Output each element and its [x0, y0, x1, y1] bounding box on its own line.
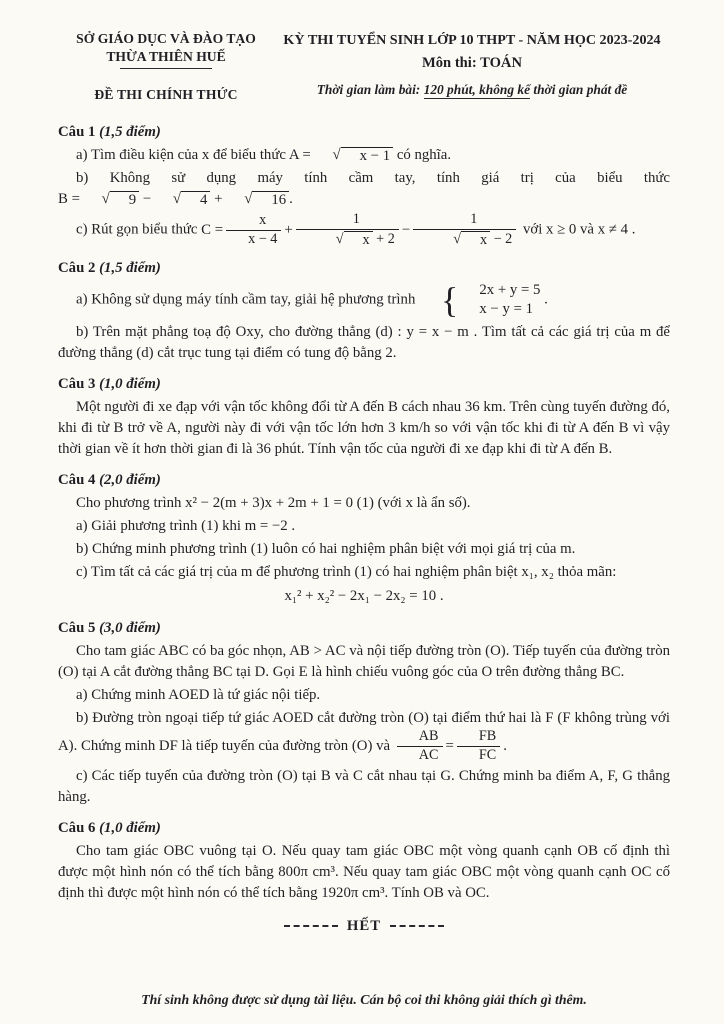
radicand: 9 [110, 191, 139, 209]
question-5-heading [58, 618, 670, 639]
math-lhs: A = [288, 147, 311, 164]
math-expression [201, 211, 519, 248]
item-text: có nghĩa. [396, 147, 452, 164]
sqrt-expression [314, 147, 393, 165]
end-marker [58, 916, 670, 937]
header-divider-line [120, 68, 212, 69]
question-3 [58, 366, 670, 462]
question-6-text: Cho tam giác OBC vuông tại O. Nếu quay tam giác OBC một vòng quanh cạnh OB cố định thì được một hình nón có thể tích bằng 800π cm³. Nếu quay tam giác OBC một vòng quanh cạnh OC cố định thì được một hình nón có thể tích bằng 1920π cm³. Tính OB và OC. [58, 842, 670, 901]
question-5a: a) Chứng minh AOED là tứ giác nội tiếp. [76, 686, 321, 703]
question-3-text: Một người đi xe đạp với vận tốc không đổi từ A đến B cách nhau 36 km. Trên cùng tuyến đường đó, khi đi từ B trở về A, người này đi với vận tốc lớn hơn 3 km/h so với vận tốc khi đi từ A đến B vì vậy thời gian về ít hơn thời gian đi là 36 phút. Tính vận tốc của người đi xe đạp khi đi từ A đến B. [58, 398, 670, 457]
question-points: (1,5 điểm) [99, 260, 161, 277]
math-expression [289, 147, 393, 163]
numerator: 1 [413, 212, 516, 230]
item-text: b) Đường tròn ngoại tiếp tứ giác AOED cắt đường tròn (O) tại điểm thứ hai là F (F không trùng với A). Chứng minh DF là tiếp tuyến của đường tròn (O) và [58, 709, 670, 754]
sqrt-expression [226, 191, 289, 209]
sqrt-icon: √ [172, 190, 182, 207]
question-1-heading [58, 122, 670, 143]
sqrt-expression [155, 191, 211, 209]
fraction [413, 212, 516, 248]
question-number: Câu 1 [58, 124, 96, 141]
fraction [397, 729, 443, 764]
exam-duration [274, 80, 670, 99]
denominator: FC [478, 746, 497, 763]
official-exam-label: ĐỀ THI CHÍNH THỨC [94, 87, 238, 103]
numerator: AB [397, 729, 443, 747]
question-1 [58, 114, 670, 250]
question-1b [58, 168, 670, 210]
question-number: Câu 3 [58, 375, 96, 392]
radicand: 16 [252, 191, 289, 209]
footer-note: Thí sinh không được sử dụng tài liệu. Cán bộ coi thi không giải thích gì thêm. [141, 992, 587, 1008]
item-label: a) [76, 291, 88, 308]
question-points: (3,0 điểm) [99, 619, 161, 636]
question-4b: b) Chứng minh phương trình (1) luôn có hai nghiệm phân biệt với mọi giá trị của m. [76, 540, 576, 557]
question-2b [58, 322, 670, 364]
item-text: . [503, 737, 507, 754]
radicand: x [461, 231, 490, 248]
end-dash-right [390, 925, 444, 927]
sqrt-icon: √ [332, 146, 341, 163]
denominator [296, 230, 399, 248]
item-label: c) [76, 221, 88, 238]
question-6 [58, 810, 670, 906]
question-points: (2,0 điểm) [99, 471, 161, 488]
question-4 [58, 462, 670, 610]
end-dash-left [284, 925, 338, 927]
math-operator: + [214, 191, 223, 208]
radicand: x [344, 231, 373, 248]
question-4a: a) Giải phương trình (1) khi m = −2 . [76, 517, 296, 534]
question-4-formula: x₁² + x₂² − 2x₁ − 2x₂ = 10 . [284, 587, 444, 604]
sqrt-expression [435, 231, 490, 248]
question-5-intro: Cho tam giác ABC có ba góc nhọn, AB > AC và nội tiếp đường tròn (O). Tiếp tuyến của đường tròn (O) tại A cắt đường thẳng BC tại D. Gọi E là hình chiếu vuông góc của O trên đường thẳng BC. [58, 642, 670, 680]
issuing-authority-block [58, 30, 274, 104]
math-operator: + [284, 221, 293, 238]
radicand: 4 [181, 191, 210, 209]
exam-subject: Môn thi: TOÁN [421, 55, 522, 71]
question-3-heading [58, 374, 670, 395]
item-label: a) [76, 147, 88, 164]
question-4-heading [58, 470, 670, 491]
question-2 [58, 250, 670, 365]
math-operator: − [142, 191, 152, 208]
item-label: b) [76, 170, 89, 187]
duration-underlined: 120 phút, không kể [423, 81, 531, 97]
question-number: Câu 6 [58, 819, 96, 836]
denominator-rest: + 2 [376, 230, 395, 247]
numerator: FB [457, 729, 500, 747]
question-5c: c) Các tiếp tuyến của đường tròn (O) tại B và C cắt nhau tại G. Chứng minh ba điểm A, F, G thẳng hàng. [58, 767, 670, 805]
question-number: Câu 5 [58, 619, 96, 636]
sqrt-icon: √ [101, 190, 110, 207]
sqrt-icon: √ [244, 190, 253, 207]
math-lhs: C = [201, 221, 224, 238]
dept-name-line2: THỪA THIÊN HUẾ [106, 48, 226, 64]
item-text: Rút gọn biểu thức [91, 221, 198, 238]
math-operator: − [401, 221, 411, 238]
duration-suffix: thời gian phát đề [530, 81, 628, 97]
question-5b [58, 708, 670, 764]
math-lhs: B = [58, 191, 80, 208]
math-expression [394, 727, 503, 763]
question-2-heading [58, 258, 670, 279]
fraction [226, 213, 281, 248]
question-6-heading [58, 818, 670, 839]
question-number: Câu 4 [58, 471, 96, 488]
dept-name-line1: SỞ GIÁO DỤC VÀ ĐÀO TẠO [76, 31, 256, 46]
denominator: x − 4 [248, 230, 278, 247]
sqrt-icon: √ [335, 230, 344, 247]
denominator: AC [418, 746, 439, 763]
question-5 [58, 610, 670, 810]
exam-info-block [274, 30, 670, 99]
exam-title: KỲ THI TUYỂN SINH LỚP 10 THPT - NĂM HỌC 2023-2024 [283, 32, 661, 48]
item-text: . [544, 291, 548, 308]
equation-system [423, 281, 540, 319]
item-text: Không sử dụng máy tính cầm tay, tính giá trị của biểu thức [109, 170, 670, 187]
item-text: Tìm điều kiện của x để biểu thức [90, 147, 286, 164]
question-number: Câu 2 [58, 260, 96, 277]
question-points: (1,0 điểm) [99, 819, 161, 836]
duration-prefix: Thời gian làm bài: [316, 81, 424, 97]
sqrt-expression [318, 231, 373, 248]
math-expression [58, 191, 289, 207]
question-1c [58, 212, 670, 248]
question-2a [58, 281, 670, 319]
question-4-intro: Cho phương trình x² − 2(m + 3)x + 2m + 1 = 0 (1) (với x là ẩn số). [76, 494, 471, 511]
sqrt-icon: √ [453, 230, 461, 247]
item-text: Không sử dụng máy tính cầm tay, giải hệ phương trình [91, 291, 416, 308]
fraction [457, 729, 500, 764]
exam-header [58, 30, 670, 104]
item-text: . [289, 191, 293, 208]
brace-icon: { [441, 280, 459, 321]
item-text: Trên mặt phẳng toạ độ Oxy, cho đường thẳng (d) : y = x − m . Tìm tất cả các giá trị của m để đường thẳng (d) cắt trục tung tại điểm có tung độ bằng 2. [58, 323, 670, 361]
equation-2: x − y = 1 [479, 301, 534, 318]
denominator [413, 230, 516, 248]
math-operator: = [445, 737, 454, 754]
denominator-rest: − 2 [493, 230, 513, 247]
question-points: (1,0 điểm) [99, 375, 161, 392]
radicand: x − 1 [341, 147, 394, 165]
end-label: HẾT [346, 917, 382, 934]
fraction [296, 212, 399, 248]
question-points: (1,5 điểm) [99, 124, 161, 141]
numerator: x [226, 213, 281, 231]
system-equations [461, 281, 540, 319]
question-1a [58, 145, 670, 166]
question-4c: c) Tìm tất cả các giá trị của m để phương trình (1) có hai nghiệm phân biệt x₁, x₂ thỏa mãn: [76, 563, 617, 580]
item-label: b) [76, 323, 89, 340]
numerator: 1 [296, 212, 399, 230]
item-text: với x ≥ 0 và x ≠ 4 . [522, 221, 636, 238]
sqrt-expression [84, 191, 140, 209]
equation-1: 2x + y = 5 [479, 282, 541, 299]
